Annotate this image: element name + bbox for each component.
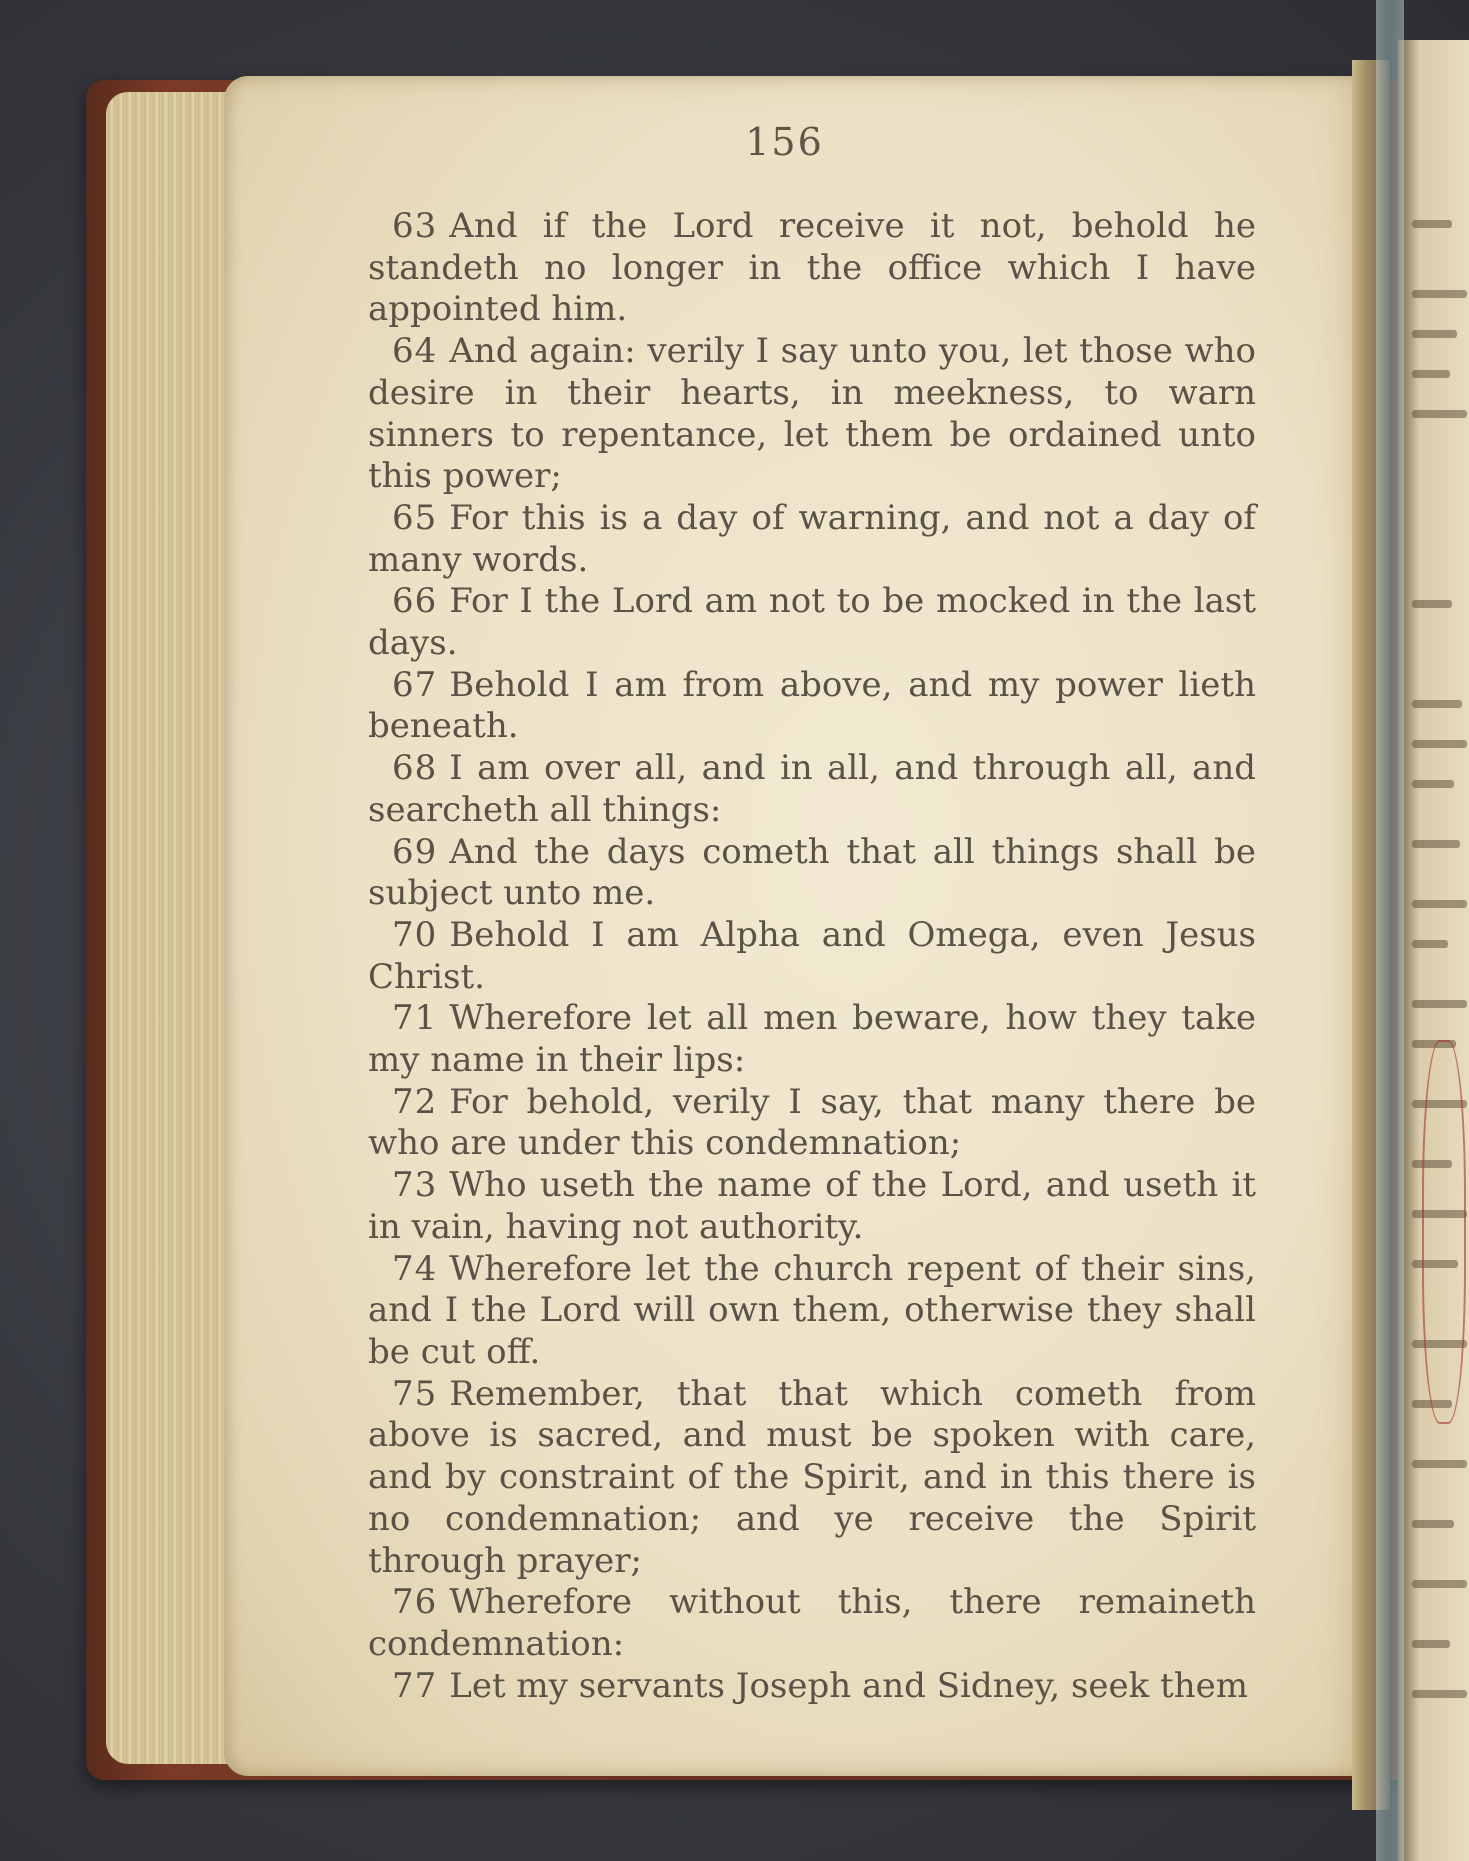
verse-number: 66 [392,581,438,622]
verse-body: And the days cometh that all things shall be subject unto me. [368,831,1256,914]
verse-number: 64 [392,331,438,372]
verse-body: Wherefore without this, there remaineth condemnation: [368,1582,1256,1664]
verse-text-block [368,206,1256,1707]
page-number: 156 [745,120,824,164]
verse-74 [368,1249,1256,1374]
verse-number: 67 [392,664,438,705]
verse-body: For behold, verily I say, that many there be who are under this condemnation; [368,1081,1256,1164]
verse-number: 69 [392,831,438,872]
verse-number: 76 [392,1582,438,1623]
verse-68 [368,748,1256,831]
glass-plate-edge [1376,0,1404,1861]
verse-number: 63 [392,206,438,246]
verse-body: For this is a day of warning, and not a day of many words. [368,497,1256,580]
verse-body: For I the Lord am not to be mocked in the last days. [368,581,1256,664]
verse-number: 72 [392,1081,438,1122]
verse-number: 77 [392,1665,438,1706]
verse-76 [368,1582,1256,1665]
verse-66 [368,581,1256,664]
verse-64 [368,331,1256,498]
verse-73 [368,1165,1256,1248]
verse-number: 74 [392,1248,438,1289]
verse-69 [368,832,1256,915]
verse-72 [368,1082,1256,1165]
verse-number: 70 [392,914,438,955]
verse-number: 73 [392,1165,438,1206]
verse-body: Wherefore let all men beware, how they take my name in their lips: [368,998,1256,1081]
verse-body: I am over all, and in all, and through all, and searcheth all things: [368,748,1256,830]
verse-body: Behold I am Alpha and Omega, even Jesus Christ. [368,914,1256,997]
verse-67 [368,665,1256,748]
verse-body: And again: verily I say unto you, let those who desire in their hearts, in meekness, to warn sinners to repentance, let them be ordained unto this power; [368,331,1256,497]
facing-page [1398,40,1469,1861]
verse-number: 71 [392,998,438,1039]
verse-77 [368,1666,1256,1708]
verse-body: And if the Lord receive it not, behold he standeth no longer in the office which I have appointed him. [368,206,1256,330]
verse-body: Behold I am from above, and my power lieth beneath. [368,664,1256,747]
verse-body: Who useth the name of the Lord, and useth it in vain, having not authority. [368,1165,1256,1247]
verse-71 [368,998,1256,1081]
verse-number: 65 [392,497,438,538]
verse-body: Remember, that that which cometh from above is sacred, and must be spoken with care, and by constraint of the Spirit, and in this there is no condemnation; and ye receive the Spirit through prayer; [368,1373,1256,1581]
verse-63 [368,206,1256,331]
verse-75 [368,1374,1256,1583]
verse-70 [368,915,1256,998]
verse-number: 68 [392,748,438,789]
verse-number: 75 [392,1373,438,1414]
verse-body: Let my servants Joseph and Sidney, seek them [449,1665,1248,1706]
verse-65 [368,498,1256,581]
verse-body: Wherefore let the church repent of their sins, and I the Lord will own them, otherwise they shall be cut off. [368,1248,1256,1372]
